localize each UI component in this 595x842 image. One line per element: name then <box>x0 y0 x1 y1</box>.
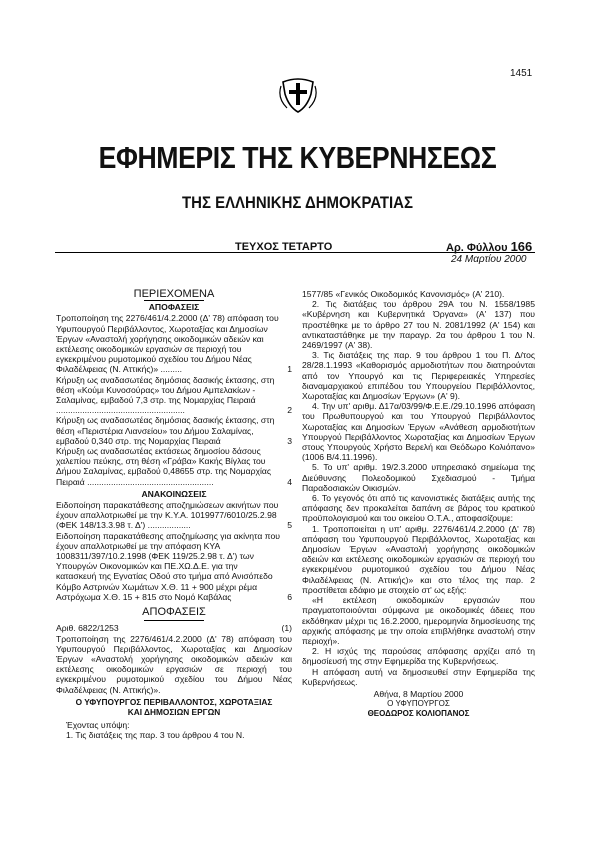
paragraph: 3. Τις διατάξεις της παρ. 9 του άρθρου 1 του Π. Δ/τος 28/28.1.1993 «Καθορισμός αρμοδιοτήτων που διατηρούνται από τον Υπουργό και τις Περιφερειακές Υπηρεσίες διαναμαρχιακού επιπέδου του Υπουργείου Περιβάλλοντος, Χωροταξίας και Δημοσίων Έργων» (Α' 9). <box>302 350 535 402</box>
notice-item-text: Ειδοποίηση παρακατάθεσης αποζημιώσεων ακινήτων που έχουν απαλλοτριωθεί με την Κ.Υ.Α. 1019977/6010/25.2.98 (ΦΕΚ 148/13.3.98 τ. Δ') .................. <box>56 500 279 531</box>
paragraph: Η απόφαση αυτή να δημοσιευθεί στην Εφημερίδα της Κυβερνήσεως. <box>302 666 535 687</box>
notice-item-page: 6 <box>287 591 292 602</box>
issue-date: 24 Μαρτίου 2000 <box>451 254 527 265</box>
signature-role: Ο ΥΦΥΠΟΥΡΓΟΣ <box>387 699 450 709</box>
toc-item-page: 1 <box>287 364 292 375</box>
toc-item-page: 3 <box>287 435 292 446</box>
toc-item <box>56 375 292 416</box>
toc-item-text: Κήρυξη ως αναδασωτέας δημόσιας δασικής έκτασης, στη θέση «Κούμι Κυνοσούρας» του Δήμου Αμπελακίων - Σαλαμίνας, εμβαδού 7,3 στρ. της Νομαρχίας Πειραιά ...................................................... <box>56 374 275 416</box>
decisions-subheading: ΑΠΟΦΑΣΕΙΣ <box>148 302 200 313</box>
notice-item <box>56 531 292 602</box>
decision-summary: Τροποποίηση της 2276/461/4.2.2000 (Δ' 78) απόφαση του Υφυπουργού Περιβάλλοντος, Χωροταξίας και Δημοσίων Έργων «Αναστολή χορήγησης οικοδομικών αδειών και εκτέλεσης οικοδομικών εργασιών σε περιοχή του εγκεκριμένου ρυμοτομικού σχεδίου του Δήμου Νέας Φιλαδέλφειας (Ν. Αττικής)». <box>56 633 292 695</box>
divider <box>144 300 204 301</box>
signature-name: ΘΕΟΔΩΡΟΣ ΚΟΛΙΟΠΑΝΟΣ <box>367 709 470 719</box>
page-number: 1451 <box>510 68 533 79</box>
sheet-number <box>446 239 532 254</box>
paragraph: «Η εκτέλεση οικοδομικών εργασιών που πραγματοποιούνται σύμφωνα με οικοδομικές άδειες που εκδόθηκαν μέχρι τις 16.2.2000, ημερομηνία δημοσίευσης της αρχικής απόφασης με την οποία επιβλήθηκε αναστολή στην περιοχή». <box>302 595 535 646</box>
paragraph: 2. Η ισχύς της παρούσας απόφασης αρχίζει από τη δημοσίευσή της στην Εφημερίδα της Κυβερνήσεως. <box>302 646 535 667</box>
greek-coat-of-arms-icon <box>279 74 317 114</box>
signature-place-date: Αθήνα, 8 Μαρτίου 2000 <box>373 688 464 699</box>
gazette-subtitle: ΤΗΣ ΕΛΛΗΝΙΚΗΣ ΔΗΜΟΚΡΑΤΙΑΣ <box>182 193 413 212</box>
toc-item-text: Κήρυξη ως αναδασωτέας εκτάσεως δημοσίου δάσους χαλεπίου πεύκης, στη θέση «Γράβα» Κακής Βίγλας του Δήμου Σαλαμίνας, εμβαδού 0,48655 στρ. της Νομαρχίας Πειραιά ..................................................... <box>56 446 271 487</box>
notice-item-text: Ειδοποίηση παρακατάθεσης αποζημίωσης για ακίνητα που έχουν απαλλοτριωθεί με την απόφαση ΚΥΑ 1008311/397/10.2.1998 (ΦΕΚ 119/25.2.98 τ. Δ') των Υπουργών Οικονομικών και ΠΕ.ΧΩ.Δ.Ε. για την κατασκευή της Εγνατίας Οδού στο τμήμα από Ανισόπεδο Κόμβο Αστρινών Χωμάτων Χ.Θ. 11 + 900 μέχρι ρέμα Αστρόχωμα Χ.Θ. 15 + 815 στο Νομό Καβάλας <box>56 530 280 602</box>
contents-heading: ΠΕΡΙΕΧΟΜΕΝΑ <box>133 288 215 300</box>
toc-item-text: Κήρυξη ως αναδασωτέας δημόσιας δασικής έκτασης, στη θέση «Περιστέρια Λιανσείου» του Δήμου Σαλαμίνας, εμβαδού 0,340 στρ. της Νομαρχίας Πειραιά <box>56 415 275 446</box>
paragraph: 4. Την υπ' αριθμ. Δ17α/03/99/Φ.Ε.Ε./29.10.1996 απόφαση του Πρωθυπουργού και του Υπουργού Περιβάλλοντος Χωροταξίας και Δημοσίων Έργων «Ανάθεση αρμοδιοτήτων Υπουργού Περιβάλλοντος Χωροταξίας και Δημοσίων Έργων στους Υπουργούς Χρήστο Βερελή και Θεόδωρο Κολιόπανο» (1006 Β/4.11.1996). <box>302 401 535 463</box>
decision-marker: (1) <box>281 623 292 634</box>
ministry-heading <box>56 697 292 717</box>
paragraph: 5. Το υπ' αριθμ. 19/2.3.2000 υπηρεσιακό σημείωμα της Διεύθυνσης Πολεοδομικού Σχεδιασμού - Τμήμα Παραδοσιακών Οικισμών. <box>302 462 535 493</box>
paragraph: 1. Τις διατάξεις της παρ. 3 του άρθρου 4 του Ν. <box>66 730 245 741</box>
notices-subheading: ΑΝΑΚΟΙΝΩΣΕΙΣ <box>141 488 207 499</box>
considering-text: Έχοντας υπόψη: <box>66 720 130 731</box>
toc-item-text: Τροποποίηση της 2276/461/4.2.2000 (Δ' 78) απόφαση του Υφυπουργού Περιβάλλοντος, Χωροταξίας και Δημοσίων Έργων «Αναστολή χορήγησης οικοδομικών αδειών και εκτέλεσης οικοδομικών εργασιών σε περιοχή του εγκεκριμένου ρυμοτομικού σχεδίου του Δήμου Νέας Φιλαδέλφειας (Ν. Αττικής)» ......... <box>56 313 279 375</box>
left-column <box>56 289 292 741</box>
decision-number-text: Αριθ. 6822/1253 <box>56 623 119 634</box>
toc-item <box>56 415 292 446</box>
toc-item <box>56 446 292 487</box>
paragraph: 1. Τροποποιείται η υπ' αριθμ. 2276/461/4.2.2000 (Δ' 78) απόφαση του Υφυπουργού Περιβάλλοντος, Χωροταξίας και Δημοσίων Έργων «Αναστολή χορήγησης οικοδομικών αδειών και εκτέλεσης οικοδομικών εργασιών σε περιοχή του εγκεκριμένου ρυμοτομικού σχεδίου του Δήμου Νέας Φιλαδέλφειας (Ν. Αττικής)» και στο τέλος της παρ. 2 προστίθεται εδάφιο με στοιχείο στ' ως εξής: <box>302 523 535 595</box>
ministry-line: Ο ΥΦΥΠΟΥΡΓΟΣ ΠΕΡΙΒΑΛΛΟΝΤΟΣ, ΧΩΡΟΤΑΞΙΑΣ <box>75 696 273 707</box>
toc-item <box>56 313 292 374</box>
divider <box>144 620 204 621</box>
right-column <box>302 289 535 720</box>
sheet-label: Αρ. Φύλλου <box>446 242 508 254</box>
sheet-number-value: 166 <box>510 239 533 254</box>
paragraph: 1577/85 «Γενικός Οικοδομικός Κανονισμός» (Α' 210). <box>302 289 505 299</box>
issue-label: ΤΕΥΧΟΣ ΤΕΤΑΡΤΟ <box>235 241 333 253</box>
notice-item-page: 5 <box>287 520 292 531</box>
toc-item-page: 2 <box>287 405 292 416</box>
paragraph: 6. Το γεγονός ότι από τις κανονιστικές διατάξεις αυτής της απόφασης δεν προκαλείται δαπάνη σε βάρος του κρατικού προϋπολογισμού και του οικείου Ο.Τ.Α., αποφασίζουμε: <box>302 493 535 524</box>
ministry-line: ΚΑΙ ΔΗΜΟΣΙΩΝ ΕΡΓΩΝ <box>127 706 221 717</box>
notice-item <box>56 500 292 531</box>
decisions-title: ΑΠΟΦΑΣΕΙΣ <box>142 606 206 619</box>
decision-number <box>56 623 292 633</box>
gazette-title: ΕΦΗΜΕΡΙΣ ΤΗΣ ΚΥΒΕΡΝΗΣΕΩΣ <box>98 140 497 175</box>
paragraph: 2. Τις διατάξεις του άρθρου 29Α του Ν. 1558/1985 «Κυβέρνηση και Κυβερνητικά Όργανα» (Α' 137) που προστέθηκε με το άρθρο 27 του Ν. 2081/1992 (Α' 154) και αντικαταστάθηκε με την παραγρ. 2α του άρθρου 1 του Ν. 2469/1997 (Α' 38). <box>302 299 535 351</box>
toc-item-page: 4 <box>287 476 292 487</box>
